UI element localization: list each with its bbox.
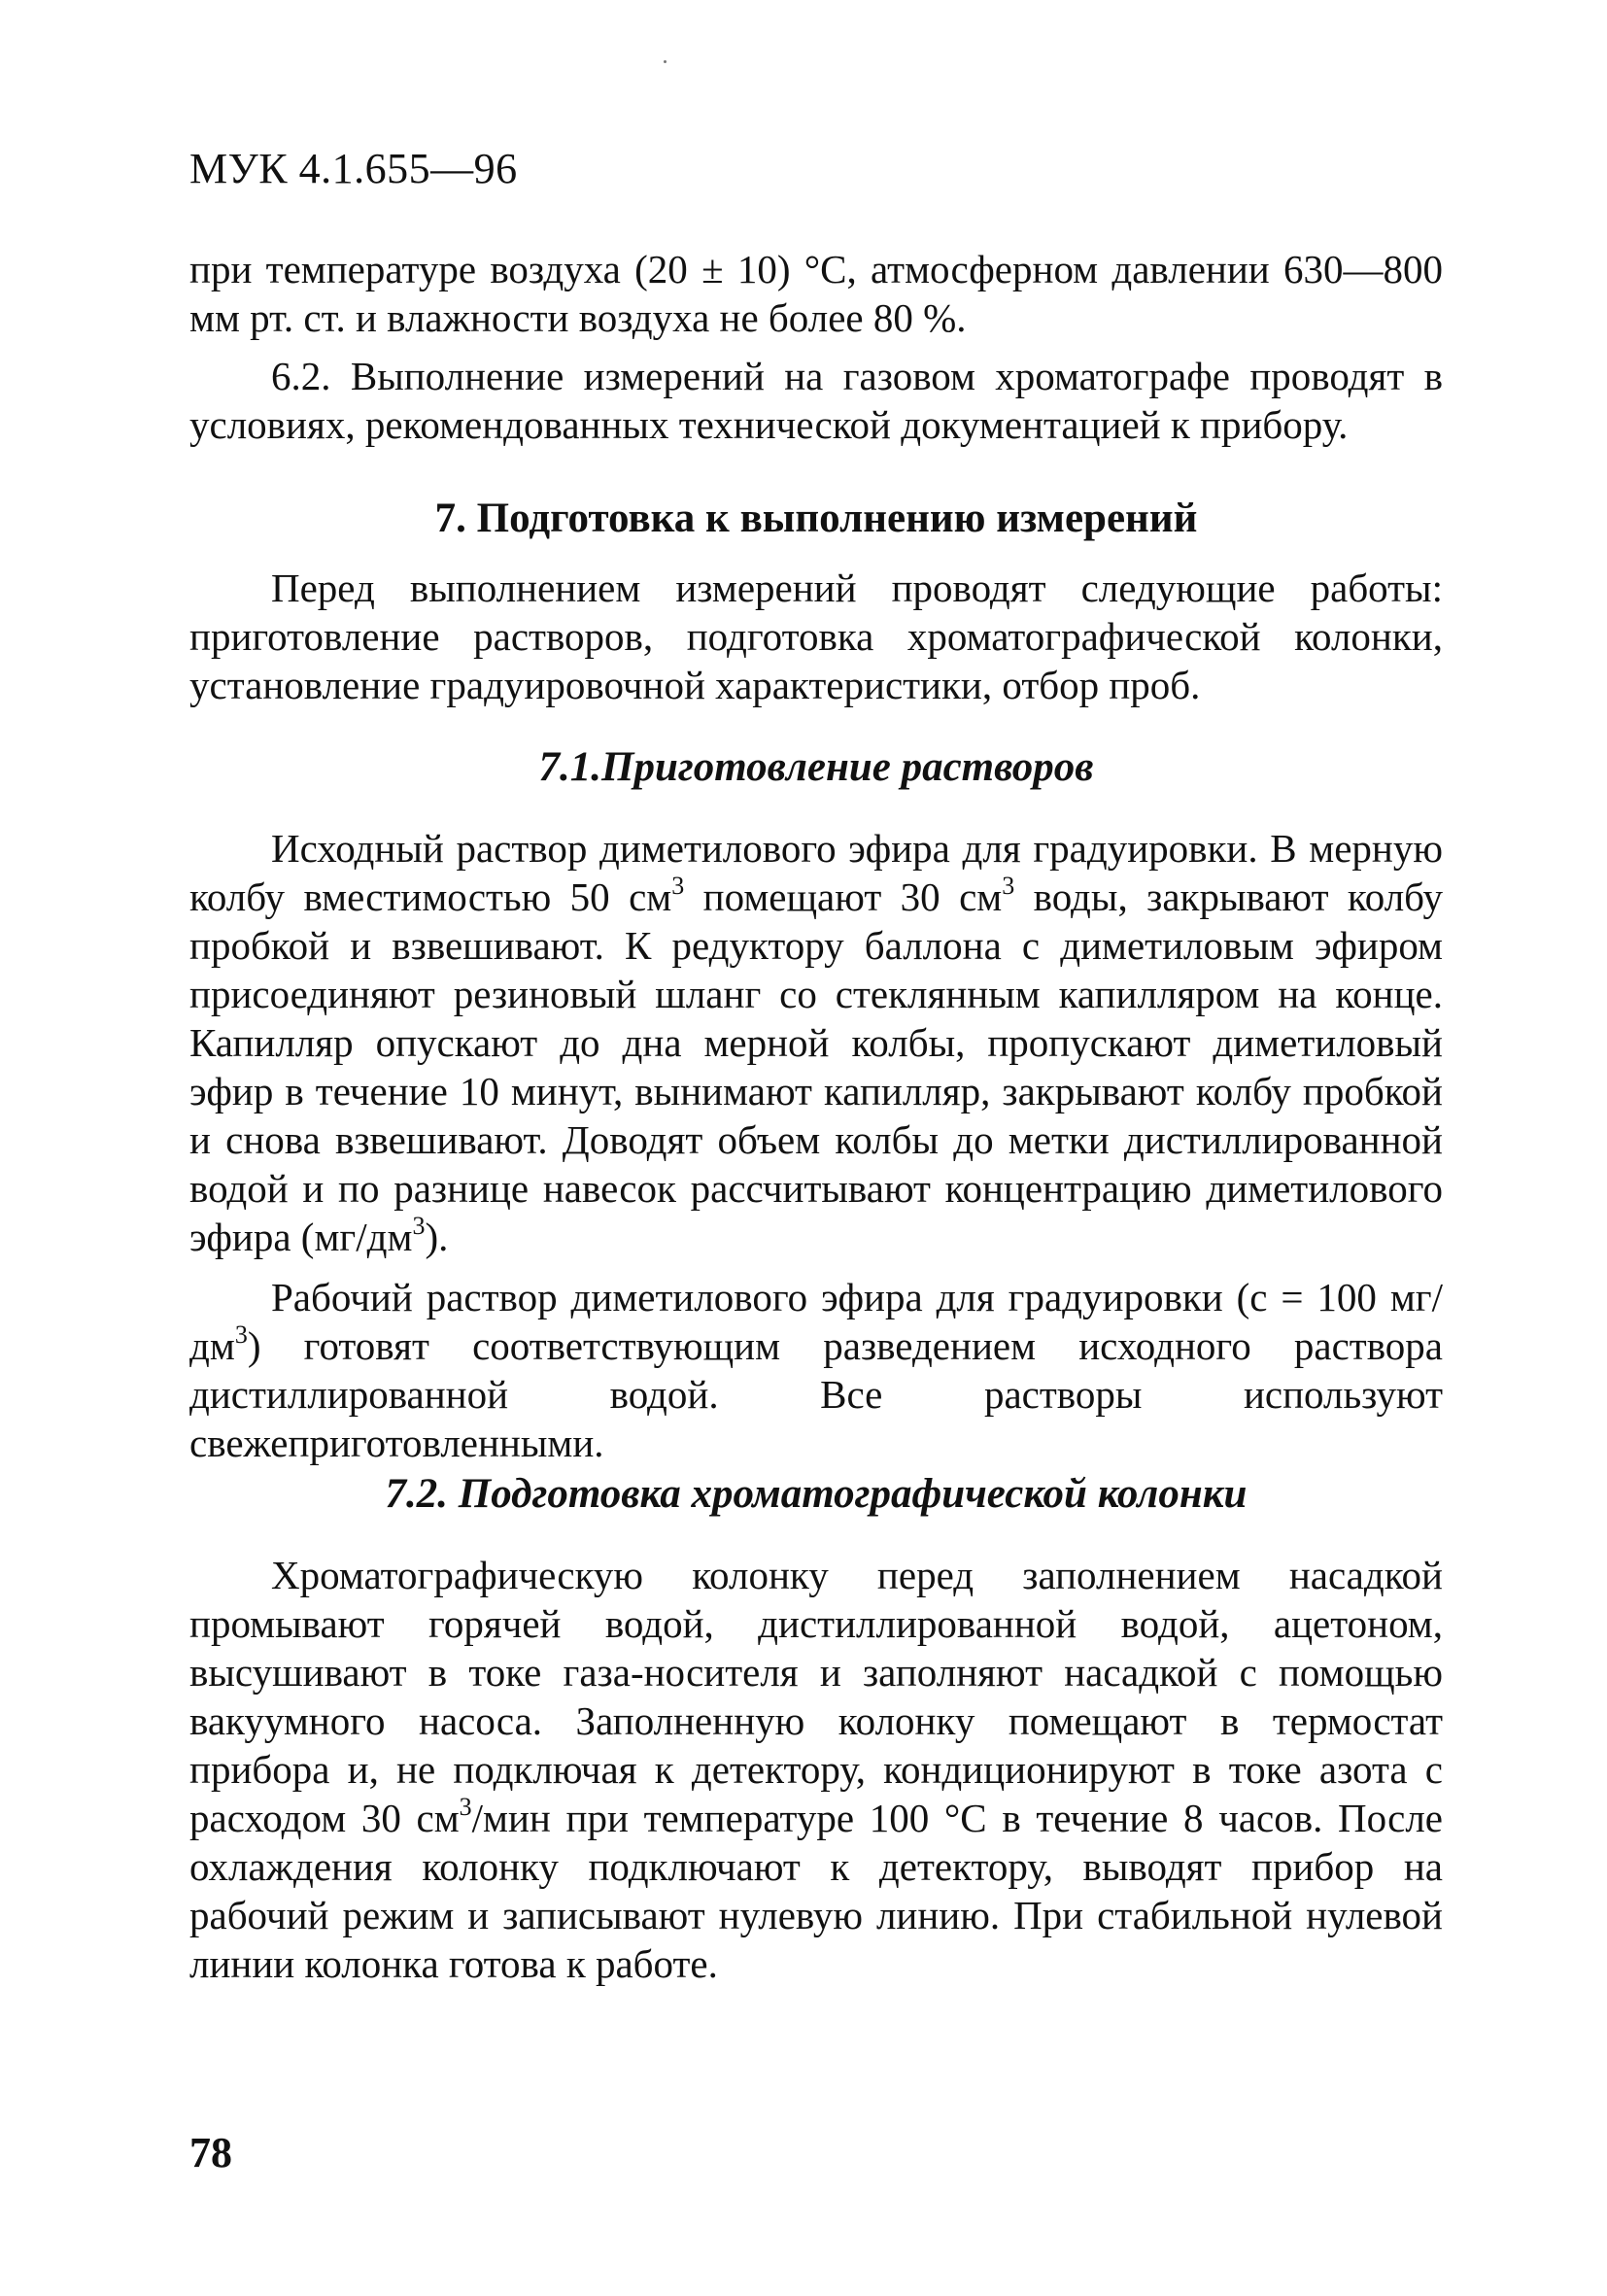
section-7-2-title: 7.2. Подготовка хроматографической колонки <box>385 1471 1248 1517</box>
section-7-1 <box>189 740 1443 1467</box>
paragraph-working-solution: Рабочий раствор диметилового эфира для градуировки (с = 100 $мг/дм^3$) готовят соответствующим разведением исходного раствора дистиллированной водой. Все растворы используют свежеприготовленными. <box>189 1275 1443 1465</box>
section-7-1-title: 7.1.Приготовление растворов <box>538 744 1094 790</box>
section-7 <box>189 492 1443 709</box>
paragraph-column-preparation: Хроматографическую колонку перед заполнением насадкой промывают горячей водой, дистиллированной водой, ацетоном, высушивают в токе газа-носителя и заполняют насадкой с помощью вакуумного насоса. Заполненную колонку помещают в термостат прибора и, не подключая к детектору, кондиционируют в токе азота с расходом 30 $см^3$/мин при температуре 100 °С в течение 8 часов. После охлаждения колонку подключают к детектору, выводят прибор на рабочий режим и записывают нулевую линию. При стабильной нулевой линии колонка готова к работе. <box>189 1553 1444 1986</box>
paragraph-6-2: 6.2. Выполнение измерений на газовом хроматографе проводят в условиях, рекомендованных технической документацией к прибору. <box>189 354 1443 447</box>
section-7-title: 7. Подготовка к выполнению измерений <box>434 496 1198 541</box>
document-page <box>189 0 1443 2296</box>
section6-continuation <box>189 245 1443 449</box>
paragraph-stock-solution: Исходный раствор диметилового эфира для градуировки. В мерную колбу вместимостью 50 $см^3$ помещают 30 $см^3$ воды, закрывают колбу пробкой и взвешивают. К редуктору баллона с диметиловым эфиром присоединяют резиновый шланг со стеклянным капилляром на конце. Капилляр опускают до дна мерной колбы, пропускают диметиловый эфир в течение 10 минут, вынимают капилляр, закрывают колбу пробкой и снова взвешивают. Доводят объем колбы до метки дистиллированной водой и по разнице навесок рассчитывают концентрацию диметилового эфира $(мг/дм^3)$. <box>189 826 1443 1259</box>
section-7-2 <box>189 1467 1443 1988</box>
page-number: 78 <box>189 2129 232 2176</box>
section-7-intro: Перед выполнением измерений проводят следующие работы: приготовление растворов, подготовка хроматографической колонки, установление градуировочной характеристики, отбор проб. <box>189 565 1443 707</box>
running-header: МУК 4.1.655—96 <box>189 145 518 192</box>
paragraph-conditions: при температуре воздуха (20 ± 10) °С, атмосферном давлении 630—800 мм рт. ст. и влажности воздуха не более 80 %. <box>189 247 1443 340</box>
